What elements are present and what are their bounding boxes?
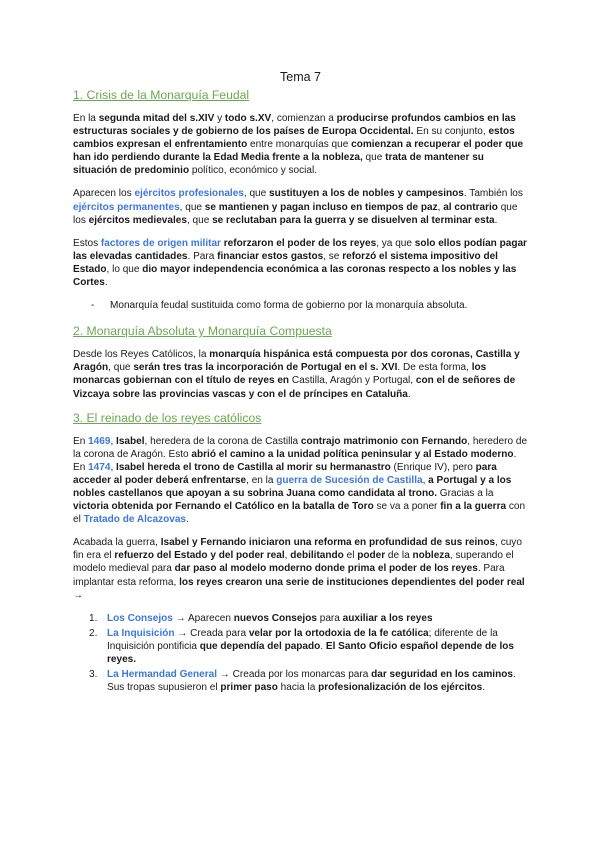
section-1-heading: 1. Crisis de la Monarquía Feudal <box>73 88 250 102</box>
list-item: 1. Los Consejos → Aparecen nuevos Consejos para auxiliar a los reyes <box>89 612 433 624</box>
section-3-heading: 3. El reinado de los reyes católicos <box>73 410 262 425</box>
section-1-paragraph-1: En la segunda mitad del s.XIV y todo s.XV, comienzan a producirse profundos cambios en las estructuras sociales y de gobierno de los países de Europa Occidental. En su conjunto, estos cambios expresan el enfrentamiento entre monarquías que comienzan a recuperar el poder que han ido perdiendo durante la Edad Media frente a la nobleza, que trata de mantener su situación de predominio político, económico y social. <box>73 113 524 177</box>
document-title: Tema 7 <box>280 70 321 84</box>
section-1-paragraph-3: Estos factores de origen militar reforzaron el poder de los reyes, ya que solo ellos podían pagar las elevadas cantidades. Para financiar estos gastos, se reforzó el sistema impositivo del Estado, lo que dio mayor independencia económica a las coronas respecto a los nobles y las Cortes. <box>73 237 527 289</box>
list-item: 3. La Hermandad General → Creada por los monarcas para dar seguridad en los caminos. Sus tropas supusieron el primer paso hacia la profesionalización de los ejércitos. <box>89 669 516 694</box>
section-2-heading: 2. Monarquía Absoluta y Monarquía Compuesta <box>73 324 332 339</box>
section-3-paragraph-2: Acabada la guerra, Isabel y Fernando iniciaron una reforma en profundidad de sus reinos, cuyo fin era el refuerzo del Estado y del poder real, debilitando el poder de la nobleza, superando el modelo medieval para dar paso al modelo moderno donde prima el poder de los reyes. Para implantar esta reforma, los reyes crearon una serie de instituciones dependientes del poder real → <box>73 537 525 601</box>
section-3-paragraph-1: En 1469, Isabel, heredera de la corona de Castilla contrajo matrimonio con Fernando, heredero de la corona de Aragón. Esto abrió el camino a la unidad política peninsular y al Estado moderno. En 1474, Isabel hereda el trono de Castilla al morir su hermanastro (Enrique IV), pero para acceder al poder deberá enfrentarse, en la guerra de Sucesión de Castilla, a Portugal y a los nobles castellanos que apoyan a su sobrina Juana como candidata al trono. Gracias a la victoria obtenida por Fernando el Católico en la batalla de Toro se va a poner fin a la guerra con el Tratado de Alcazovas. <box>73 435 528 526</box>
section-1-paragraph-2: Aparecen los ejércitos profesionales, que sustituyen a los de nobles y campesinos. También los ejércitos permanentes, que se mantienen y pagan incluso en tiempos de paz, al contrario que los ejércitos medievales, que se reclutaban para la guerra y se disuelven al terminar esta. <box>73 188 523 226</box>
section-2-paragraph-1: Desde los Reyes Católicos, la monarquía hispánica está compuesta por dos coronas, Castilla y Aragón, que serán tres tras la incorporación de Portugal en el s. XVI. De esta forma, los monarcas gobiernan con el título de reyes en Castilla, Aragón y Portugal, con el de señores de Vizcaya sobre las provincias vascas y con el de príncipes en Cataluña. <box>73 349 520 400</box>
institutions-list <box>89 612 528 695</box>
list-item: - Monarquía feudal sustituida como forma de gobierno por la monarquía absoluta. <box>91 299 528 312</box>
document-content <box>73 70 528 696</box>
list-item: 2. La Inquisición → Creada para velar por la ortodoxia de la fe católica; diferente de la Inquisición pontificia que dependía del papado. El Santo Oficio español depende de los reyes. <box>89 627 515 665</box>
section-1-bullet-list <box>91 299 528 312</box>
